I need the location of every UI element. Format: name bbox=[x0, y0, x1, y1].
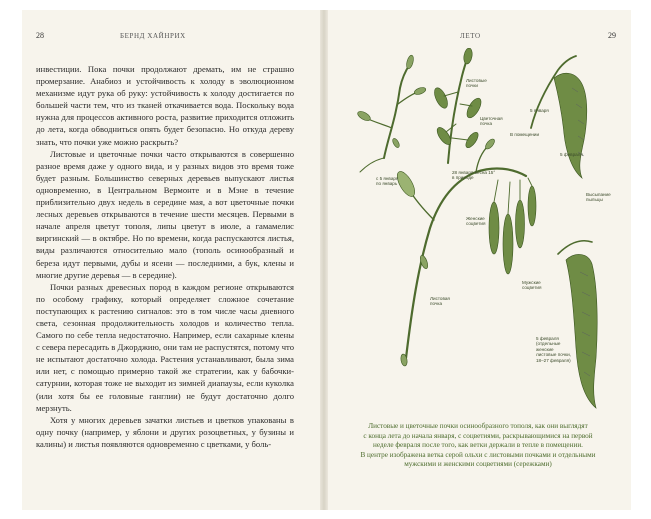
left-running-head: БЕРНД ХАЙНРИХ bbox=[120, 32, 186, 40]
label-indoors: В помещении bbox=[510, 132, 540, 137]
poplar-alder-illustration bbox=[326, 48, 626, 418]
label-feb-5-detail: 5 февраля (отдельные женские листовые почки, 18–27 февраля) bbox=[536, 336, 571, 363]
label-female-catkins: Женские соцветия bbox=[466, 216, 486, 227]
left-body-text bbox=[36, 63, 294, 450]
label-pollen-release: Высыпание пыльцы bbox=[586, 192, 611, 203]
paragraph-3: Почки разных древесных пород в каждом регионе открываются по особому графику, который определяет сложное сочетание поступающих к растению сигналов: это в том числе часы дневного света, сезонная продолжительность холодов и количество тепла. Самого по себе тепла недостаточно. Например, если сахарные клены с севера пересадить в Джорджию, они там не распустятся, потому что не испытают достаточно холода. Растения устанавливают, была зима или нет, с помощью примерно такой же стратегии, как у бабочки-сатурнии, которая тоже не выходит из зимней диапаузы, если куколка (или хотя бы ее головные ганглии) не будут достаточно долго мерзнуть. bbox=[36, 281, 294, 413]
caption-line: В центре изображена ветка серой ольхи с листовыми почками и отдельными bbox=[360, 450, 596, 459]
paragraph-4: Хотя у многих деревьев зачатки листьев и цветков упакованы в одну почку (например, у яблони и других розоцветных, у бузины и калины) и листья появляются одновременно с цветками, у боль- bbox=[36, 414, 294, 449]
label-jan-range: с 5 января по январь bbox=[376, 176, 399, 187]
figure-caption bbox=[344, 422, 612, 470]
left-page-number: 28 bbox=[36, 31, 44, 40]
caption-line: с конца лета до начала января, с соцветиями, раскрывающимися на первой bbox=[363, 431, 593, 440]
right-running-head: ЛЕТО bbox=[460, 32, 481, 40]
paragraph-1: инвестиции. Пока почки продолжают дремать, им не страшно промерзание. Анабиоз и устойчивость к холоду в эволюционном механизме идут рука об руку: устойчивость к холоду достигается по большей части тем, что из тканей откачивается вода. Поскольку вода нужна для процессов активного роста, развитие приходится отложить до лета, когда обводниться опять будет безопасно. Но откуда дереву знать, что почки уже можно раскрыть? bbox=[36, 64, 294, 147]
right-page-number: 29 bbox=[608, 31, 616, 40]
label-feb-5: 5 февраля bbox=[560, 152, 583, 157]
twig-indoor-catkins bbox=[531, 56, 587, 178]
label-leaf-bud: Листовая почка bbox=[430, 296, 450, 307]
twig-catkins-february bbox=[558, 241, 597, 408]
paragraph-2: Листовые и цветочные почки часто открываются в совершенно разное время даже у одного вида, и у разных видов это время тоже будет разным. Большинство северных деревьев выпускают листья одновременно, в Центральном Вермонте и в Мэне в течение приблизительно двух недель в середине мая, а вот цветочные почки лесных деревьев открываются в течение шести месяцев. Первыми в начале апреля цветут тополя, липы цветут в июле, а гамамелис виргинский — в октябре. Но по времени, когда распускаются листья, виды различаются относительно мало (тополь осинообразный и береза идут первыми, дубы и ясени — последними, а бук, клены и многие другие деревья — в середине). bbox=[36, 148, 294, 280]
caption-line: Листовые и цветочные почки осинообразного тополя, как они выглядят bbox=[368, 422, 588, 430]
twig-early-buds bbox=[356, 54, 426, 172]
label-jan-5: 5 января bbox=[530, 108, 549, 113]
label-male-catkins: Мужские соцветия bbox=[522, 280, 542, 291]
label-leaf-buds: Листовые почки bbox=[466, 78, 487, 89]
label-jan-28: 28 января весна 15° в природе bbox=[452, 170, 496, 181]
caption-line: мужскими и женскими соцветиями (сережками) bbox=[404, 460, 552, 469]
label-flower-bud: Цветочная почка bbox=[480, 116, 503, 127]
caption-line: неделе февраля после того, как ветки держали в тепле в помещении. bbox=[373, 441, 583, 450]
twig-flower-buds bbox=[432, 48, 484, 163]
